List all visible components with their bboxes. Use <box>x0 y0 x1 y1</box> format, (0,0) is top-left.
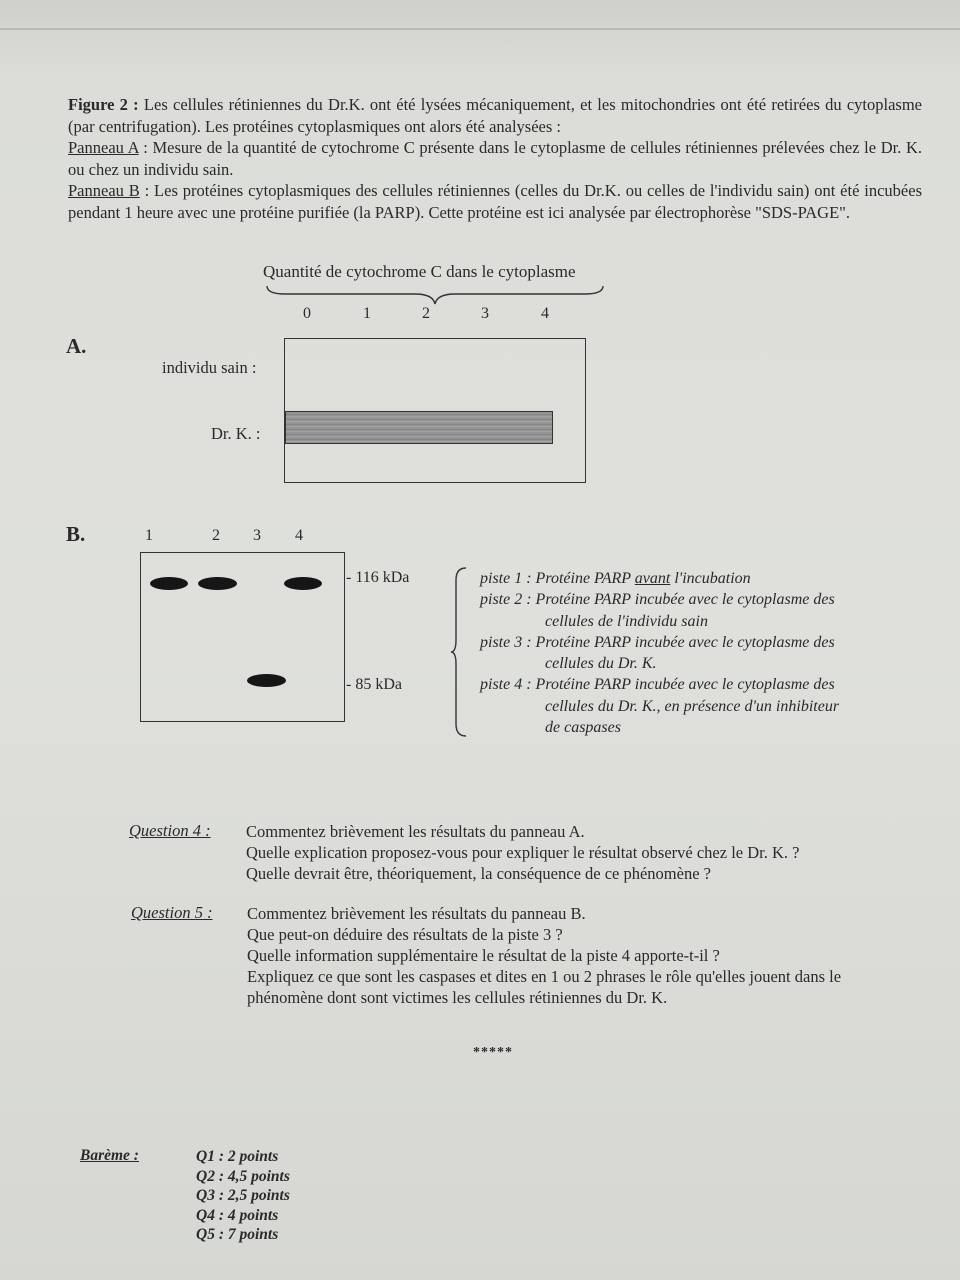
lane-label-4: 4 <box>295 527 303 544</box>
horizontal-brace <box>265 284 605 306</box>
scale-tick-4: 4 <box>541 305 549 322</box>
legend-label-3: piste 3 : <box>480 633 532 651</box>
question-line: Que peut-on déduire des résultats de la piste 3 ? <box>247 925 563 944</box>
question-line: Commentez brièvement les résultats du panneau A. <box>246 822 585 841</box>
bareme-item: Q1 : 2 points <box>196 1148 279 1165</box>
legend-label-2: piste 2 : <box>480 591 532 609</box>
page-top-edge <box>0 28 960 30</box>
legend-text: Protéine PARP incubée avec le cytoplasme des <box>531 676 835 694</box>
scale-tick-1: 1 <box>363 305 371 322</box>
question-line: phénomène dont sont victimes les cellules rétiniennes du Dr. K. <box>247 988 668 1007</box>
legend-line: cellules du Dr. K. <box>545 655 657 673</box>
legend-line <box>480 568 839 589</box>
separator-stars: ***** <box>473 1045 513 1060</box>
panel-b-letter: B. <box>66 522 86 546</box>
lane-label-1: 1 <box>145 527 153 544</box>
legend-line <box>480 589 839 610</box>
legend-text: l'incubation <box>670 570 751 587</box>
panel-a-text: : Mesure de la quantité de cytochrome C présente dans le cytoplasme de cellules rétiniennes prélevées chez le Dr. K. ou chez un individu sain. <box>68 138 922 179</box>
gel-band-lane-2 <box>198 577 237 590</box>
question-line: Commentez brièvement les résultats du panneau B. <box>247 904 586 923</box>
scale-tick-0: 0 <box>303 305 311 322</box>
row-label-healthy: individu sain : <box>162 358 257 377</box>
scale-tick-2: 2 <box>422 305 430 322</box>
legend-underlined: avant <box>634 570 671 587</box>
lane-legend <box>480 568 839 738</box>
bareme-item: Q4 : 4 points <box>196 1206 279 1224</box>
question-line: Expliquez ce que sont les caspases et dites en 1 ou 2 phrases le rôle qu'elles jouent dans le <box>247 967 842 986</box>
panel-b-label: Panneau B <box>68 181 140 200</box>
legend-line: cellules du Dr. K., en présence d'un inhibiteur <box>545 697 840 715</box>
marker-116: - 116 kDa <box>346 569 410 586</box>
legend-text: Protéine PARP incubée avec le cytoplasme des <box>531 591 835 609</box>
legend-brace <box>450 566 470 738</box>
question-line: Quelle explication proposez-vous pour expliquer le résultat observé chez le Dr. K. ? <box>246 843 800 862</box>
caption-intro <box>68 94 922 137</box>
caption-panel-a <box>68 137 922 180</box>
legend-line <box>480 674 839 695</box>
marker-85: - 85 kDa <box>346 676 402 693</box>
bareme-item: Q3 : 2,5 points <box>196 1187 290 1204</box>
gel-band-lane-1 <box>150 577 188 590</box>
question-line: Quelle devrait être, théoriquement, la conséquence de ce phénomène ? <box>246 864 711 883</box>
lane-label-3: 3 <box>253 527 261 544</box>
caption-panel-b <box>68 180 922 223</box>
figure-caption <box>68 94 922 223</box>
question-4-label: Question 4 : <box>129 821 211 840</box>
legend-line <box>480 632 839 653</box>
panel-a-label: Panneau A <box>68 138 139 157</box>
legend-line: de caspases <box>545 719 621 737</box>
panel-b-text: : Les protéines cytoplasmiques des cellules rétiniennes (celles du Dr.K. ou celles de l'individu sain) ont été incubées pendant 1 heure avec une protéine purifiée (la PARP). Cette protéine est ici analysée par électrophorèse "SDS-PAGE". <box>68 181 922 222</box>
bareme-item: Q2 : 4,5 points <box>196 1167 290 1185</box>
figure-label: Figure 2 : <box>68 95 139 114</box>
legend-line: cellules de l'individu sain <box>545 612 708 630</box>
question-5-label: Question 5 : <box>131 903 213 922</box>
legend-text: Protéine PARP incubée avec le cytoplasme des <box>531 633 835 651</box>
gel-band-lane-4 <box>284 577 322 590</box>
cytochrome-bar-dr-k <box>285 411 553 444</box>
legend-text: Protéine PARP <box>531 570 635 587</box>
question-5-text <box>247 903 841 1008</box>
legend-label-4: piste 4 : <box>480 676 532 694</box>
row-label-dr-k: Dr. K. : <box>211 424 261 443</box>
scale-title: Quantité de cytochrome C dans le cytoplasme <box>263 262 576 281</box>
gel-band-lane-3 <box>247 674 286 687</box>
question-4-text <box>246 821 799 884</box>
bareme-label: Barème : <box>80 1147 139 1164</box>
panel-a-letter: A. <box>66 334 87 358</box>
scale-tick-3: 3 <box>481 305 489 322</box>
bareme-item: Q5 : 7 points <box>196 1226 279 1243</box>
bareme-list <box>196 1147 290 1245</box>
legend-label-1: piste 1 : <box>480 570 532 587</box>
question-line: Quelle information supplémentaire le résultat de la piste 4 apporte-t-il ? <box>247 946 720 965</box>
caption-intro-text: Les cellules rétiniennes du Dr.K. ont été lysées mécaniquement, et les mitochondries ont été retirées du cytoplasme (par centrifugation). Les protéines cytoplasmiques ont alors été analysées : <box>68 95 923 136</box>
lane-label-2: 2 <box>212 527 220 544</box>
